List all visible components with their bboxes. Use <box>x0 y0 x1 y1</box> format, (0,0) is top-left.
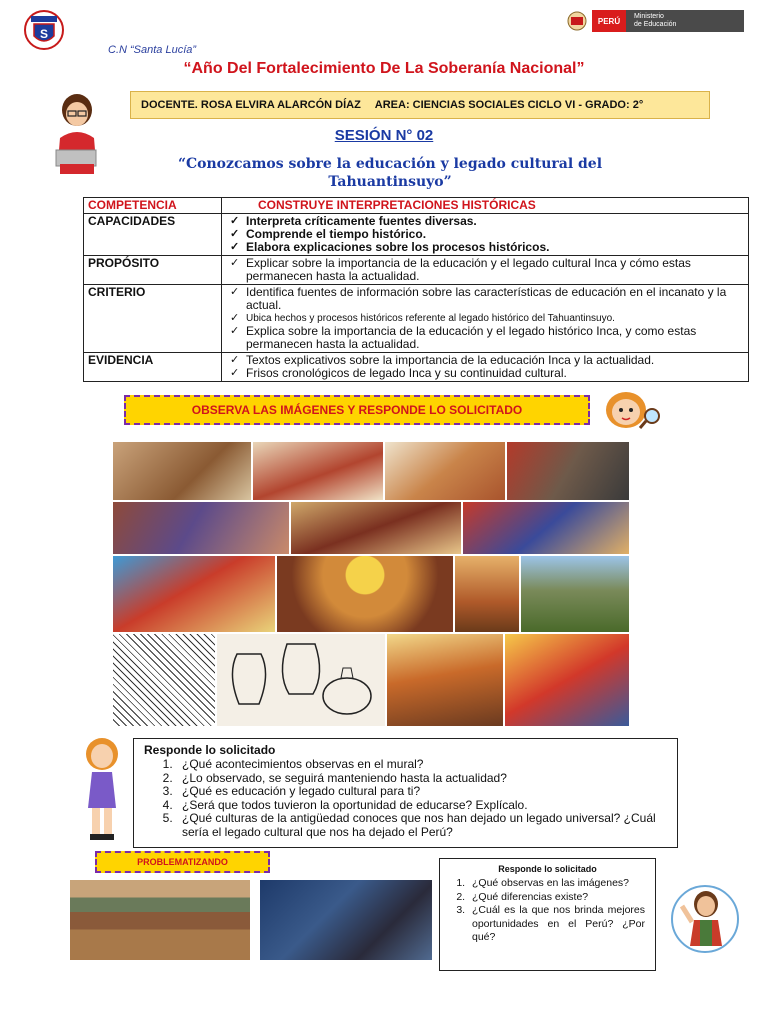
list-item: ✓ Elabora explicaciones sobre los procesos históricos. <box>226 241 744 254</box>
ministry-country: PERÚ <box>592 10 626 32</box>
proposito-label: PROPÓSITO <box>84 256 222 285</box>
teacher-area-box <box>130 91 710 119</box>
competencies-table <box>83 197 749 382</box>
list-item: 5. ¿Qué culturas de la antigüedad conoces que nos han dejado un legado universal? ¿Cuál sería el legado cultural que nos ha dejado el Perú? <box>176 812 667 839</box>
session-title: SESIÓN N° 02 <box>334 127 434 144</box>
table-row-criterio <box>84 285 749 353</box>
child-waving-illustration <box>670 880 740 958</box>
collage-image <box>291 502 461 554</box>
table-row-competencia <box>84 198 749 214</box>
questions-title: Responde lo solicitado <box>144 743 276 757</box>
peru-shield-icon <box>562 10 592 32</box>
competencia-value: CONSTRUYE INTERPRETACIONES HISTÓRICAS <box>222 198 749 214</box>
list-item: ✓ Explica sobre la importancia de la educación y el legado histórico Inca, y como estas permanecen hasta la actualidad. <box>226 325 744 351</box>
collage-image <box>507 442 629 500</box>
table-row-evidencia <box>84 353 749 382</box>
inca-ceramics-drawing <box>217 634 385 726</box>
collage-image <box>387 634 503 726</box>
students-computers-photo <box>260 880 432 960</box>
girl-thinking-illustration <box>78 736 126 844</box>
ministry-name: Ministerio de Educación <box>626 10 744 32</box>
collage-image <box>521 556 629 632</box>
collage-image <box>463 502 629 554</box>
teacher-name: DOCENTE. ROSA ELVIRA ALARCÓN DÍAZ <box>141 99 361 111</box>
classroom-photo <box>70 880 250 960</box>
list-item: 3. ¿Cuál es la que nos brinda mejores oportunidades en el Perú? ¿Por qué? <box>468 904 645 945</box>
collage-image <box>113 502 289 554</box>
year-title: “Año Del Fortalecimiento De La Soberanía Nacional” <box>183 60 585 77</box>
collage-image <box>505 634 629 726</box>
inca-education-collage <box>113 442 629 726</box>
list-item: ✓ Ubica hechos y procesos históricos referente al legado histórico del Tahuantinsuyo. <box>226 312 744 325</box>
list-item: ✓ Textos explicativos sobre la importancia de la educación Inca y la actualidad. <box>226 354 744 367</box>
criterio-label: CRITERIO <box>84 285 222 353</box>
observe-banner: OBSERVA LAS IMÁGENES Y RESPONDE LO SOLICITADO <box>124 395 590 425</box>
list-item: ✓ Explicar sobre la importancia de la educación y el legado cultural Inca y cómo estas permanecen hasta la actualidad. <box>226 257 744 283</box>
questions-list <box>144 758 667 839</box>
list-item: 1. ¿Qué observas en las imágenes? <box>468 877 645 891</box>
list-item: ✓ Frisos cronológicos de legado Inca y su continuidad cultural. <box>226 367 744 380</box>
collage-image <box>113 442 251 500</box>
girl-with-magnifier-illustration <box>596 388 668 432</box>
area-grade: AREA: CIENCIAS SOCIALES CICLO VI - GRADO: 2° <box>374 99 644 111</box>
table-row-capacidades <box>84 214 749 256</box>
questions2-list <box>450 877 645 945</box>
questions2-title: Responde lo solicitado <box>498 864 597 874</box>
ministry-logo <box>562 10 744 32</box>
session-subtitle: “Conozcamos sobre la educación y legado cultural del Tahuantinsuyo” <box>177 156 603 190</box>
school-crest-logo <box>24 8 64 52</box>
table-row-proposito <box>84 256 749 285</box>
school-name: C.N “Santa Lucía” <box>108 44 197 56</box>
list-item: 2. ¿Qué diferencias existe? <box>468 891 645 905</box>
collage-image <box>455 556 519 632</box>
list-item: 4. ¿Será que todos tuvieron la oportunidad de educarse? Explícalo. <box>176 799 667 813</box>
list-item: ✓ Interpreta críticamente fuentes diversas. <box>226 215 744 228</box>
capacidades-label: CAPACIDADES <box>84 214 222 256</box>
evidencia-label: EVIDENCIA <box>84 353 222 382</box>
collage-image <box>217 634 385 726</box>
collage-image <box>113 556 275 632</box>
competencia-label: COMPETENCIA <box>84 198 222 214</box>
list-item: 1. ¿Qué acontecimientos observas en el mural? <box>176 758 667 772</box>
collage-image <box>253 442 383 500</box>
list-item: 2. ¿Lo observado, se seguirá manteniendo hasta la actualidad? <box>176 772 667 786</box>
evidencia-cell <box>222 353 749 382</box>
collage-image <box>113 634 215 726</box>
list-item: 3. ¿Qué es educación y legado cultural para ti? <box>176 785 667 799</box>
collage-image <box>385 442 505 500</box>
collage-image <box>277 556 453 632</box>
questions-box-2 <box>439 858 656 971</box>
criterio-cell <box>222 285 749 353</box>
proposito-cell <box>222 256 749 285</box>
list-item: ✓ Comprende el tiempo histórico. <box>226 228 744 241</box>
svg-text:S: S <box>39 27 49 41</box>
problematizando-banner: PROBLEMATIZANDO <box>95 851 270 873</box>
questions-box <box>133 738 678 848</box>
capacidades-cell <box>222 214 749 256</box>
list-item: ✓ Identifica fuentes de información sobre las características de educación en el incanato y la actual. <box>226 286 744 312</box>
